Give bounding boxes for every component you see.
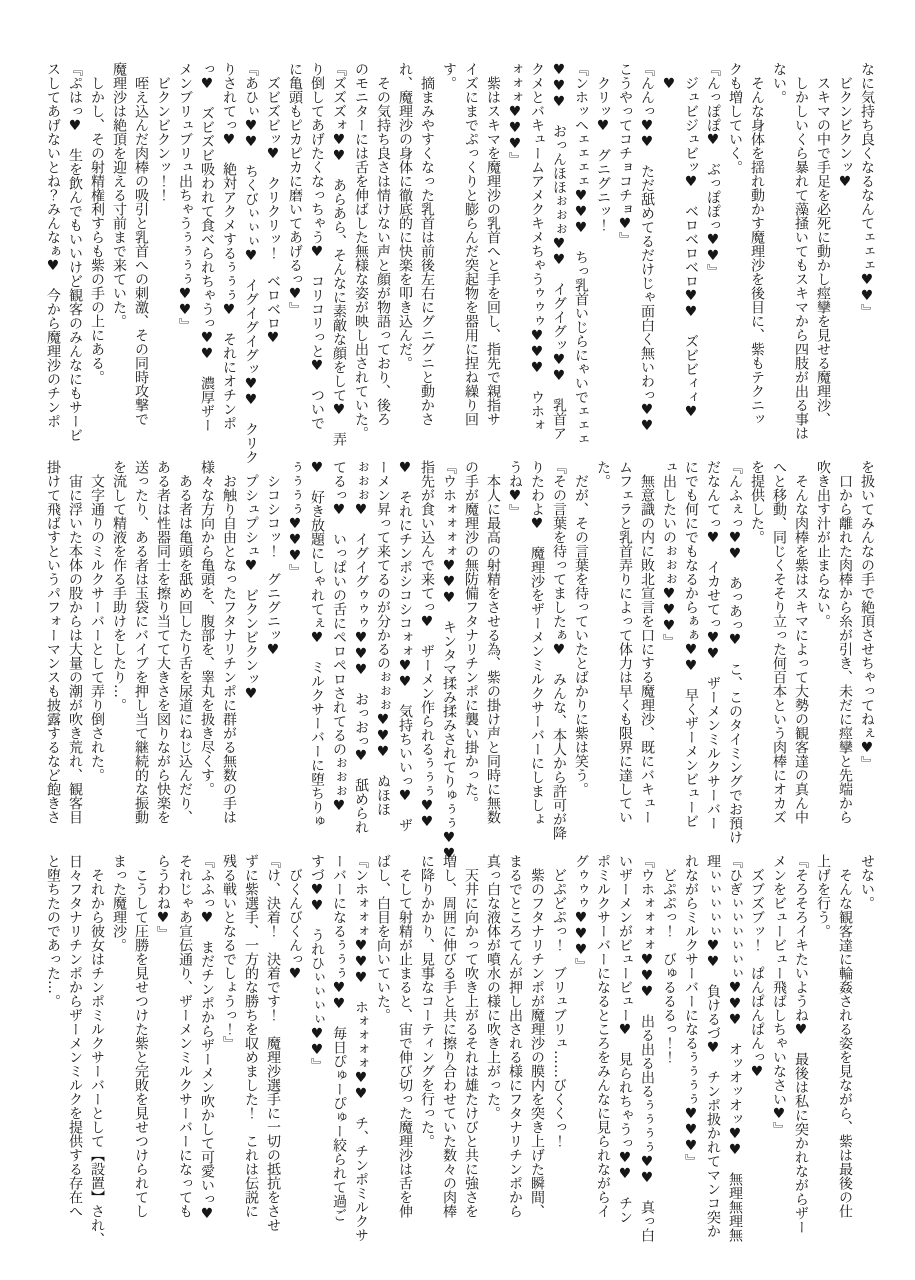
text-column: 魔理沙は絶頂を迎える寸前まで来ていた。 <box>111 62 127 328</box>
text-column: ーメン昇って来てるのが分かるのぉぉぉ♥♥♥ ぬほほ <box>375 460 391 816</box>
text-column: なに気持ち良くなるなんてェェェ♥♥』 <box>859 62 875 318</box>
text-band-top <box>42 62 878 464</box>
text-column: ュ出したいのぉぉぉ♥♥♥』 <box>661 460 677 648</box>
text-column: 理ぃぃぃぃぃ♥♥ 負けるづ♥ チンポ扱かれてマンコ突か <box>705 854 721 1238</box>
text-column: 『んふぇっ♥♥ あっあっ♥ こ、このタイミングでお預け <box>727 460 743 844</box>
text-column: プシュプシュ♥ ビクンビクンッ♥ <box>243 460 259 702</box>
text-column: 『ンホッヘェェェェ♥♥♥ ちっ乳首いじらにゃいでェェェ <box>573 62 589 446</box>
text-column: 吹き出す汁が止まらない。 <box>815 460 831 628</box>
text-column: 日々フタナリチンポからザーメンミルクを提供する存在へ <box>67 854 83 1218</box>
text-column: れながらミルクサーバーになるぅぅぅぅ♥♥♥』 <box>683 854 699 1168</box>
text-column: ポミルクサーバーになるところをみんなに見られながらイ <box>595 854 611 1218</box>
text-column: ぅぅぅぅ♥♥♥』 <box>287 460 303 578</box>
text-column: シコシコッ！ グニグニッ♥ <box>265 460 281 658</box>
text-column: ずに紫選手、一方的な勝ちを収めました！ これは伝説に <box>243 854 259 1218</box>
text-column: に降りかかり、見事なコーティングを行った。 <box>419 854 435 1148</box>
text-column: メンブリュブリュ出ちゃうぅぅぅぅ♥♥』 <box>177 62 193 332</box>
text-column: 『んっぽぽ♥ ぶっぽぽっ♥♥』 <box>705 62 721 278</box>
text-column: 『ひぎぃぃぃぃぃぃ♥♥♥ オッオッオッ♥♥ 無理無理無 <box>727 854 743 1242</box>
text-band-bottom <box>42 854 878 1246</box>
text-column: お触り自由となったフタナリチンポに群がる無数の手は <box>221 460 237 824</box>
text-column: 文字通りのミルクサーバーとして弄り倒された。 <box>89 460 105 782</box>
text-column: りされてっ♥ 絶対アクメするぅぅぅ♥ それにオチンポ <box>221 62 237 430</box>
text-column: っ♥ ズビズビ吸われて食べられちゃうっ♥♥ 濃厚ザー <box>199 62 215 432</box>
text-column: 『ウホォォォォ♥♥♥ キンタマ揉み揉みされてりゅぅぅ♥♥ <box>441 460 457 862</box>
text-column: どぷどぷっ！ ブリュブリュ……びくくっ！ <box>551 854 567 1148</box>
text-column: びくんびくんっ♥ <box>287 854 303 982</box>
text-column: 『ウホォォォォ♥♥♥ 出る出る出るぅぅぅぅ♥♥ 真っ白 <box>639 854 655 1242</box>
text-column: 『その言葉を待ってましたぁ♥ みんな、本人から許可が降 <box>551 460 567 840</box>
text-column: メンをビュービュー飛ばしちゃいなさい♥』 <box>771 854 787 1136</box>
text-column: ばし、白目を向いていた。 <box>375 854 391 1022</box>
text-column: りたわよ♥ 魔理沙をザーメンミルクサーバーにしましょ <box>529 460 545 826</box>
text-column: にでも何にでもなるからぁぁ♥♥ 早くザーメンビュービ <box>683 460 699 828</box>
text-column: しかしいくら暴れて藻掻いてもスキマから四肢が出る事は <box>793 62 809 440</box>
text-column: 本人に最高の射精をさせる為、紫の掛け声と同時に無数 <box>485 460 501 824</box>
text-column: を流して精液を作る手助けをしたり…。 <box>111 460 127 712</box>
text-column: その気持ち良さは情けない声と顔が物語っており、後ろ <box>375 62 391 426</box>
text-column: こうやってコチョコチョ♥』 <box>617 62 633 246</box>
text-column: 紫のフタナリチンポが魔理沙の膜内を突き上げた瞬間、 <box>529 854 545 1218</box>
text-column: り倒してあげたくなっちゃう♥ コリコリっと♥ ついで <box>309 62 325 430</box>
text-column: ある者は性器同士を擦り当てて大きさを図りながら快楽を <box>155 460 171 824</box>
text-column: ムフェラと乳首弄りによって体力は早くも限界に達してい <box>617 460 633 824</box>
text-column: ズブズブッ！ ぱんぱんぱんっ♥ <box>749 854 765 1080</box>
text-column: 紫はスキマを魔理沙の乳首へと手を回し、指先で親指サ <box>485 62 501 426</box>
text-column: のモニターには舌を伸ばした無様な姿が映し出されていた。 <box>353 62 369 440</box>
text-column: そんな身体を揺れ動かす魔理沙を後目に、紫もテクニッ <box>749 62 765 426</box>
text-column: ォォォ♥♥♥』 <box>507 62 523 166</box>
text-column: どぷぷっ！ びゅるるるっ！！ <box>661 854 677 1064</box>
text-column: 『ふふっ♥ まだチンポからザーメン吹かして可愛いっ♥ <box>199 854 215 1222</box>
text-column: 送ったり、ある者は玉袋にバイブを押し当て継続的な振動 <box>133 460 149 824</box>
text-column: 『け、決着！ 決着です！ 魔理沙選手に一切の抵抗をさせ <box>265 854 281 1232</box>
text-column: 『んんっ♥♥ ただ舐めてるだけじゃ面白く無いわっ♥♥ <box>639 62 655 434</box>
text-column: うね♥』 <box>507 460 523 518</box>
text-column: 『ズズズォ♥♥ あらあら、そんなに素敵な顔をして♥ 弄 <box>331 62 347 446</box>
text-column: クリッ♥ グニグニッ！ <box>595 62 611 232</box>
text-column: だが、その言葉を待っていたとばかりに紫は笑う。 <box>573 460 589 796</box>
text-column: それから彼女はチンポミルクサーバーとして【設置】され、 <box>89 854 105 1246</box>
text-column: す。 <box>441 62 457 90</box>
text-column: を扱いてみんなの手で絶頂させちゃってねぇ♥』 <box>859 460 875 770</box>
text-column: 様々な方向から亀頭を、腹部を、睾丸を扱き尽くす。 <box>199 460 215 796</box>
text-column: ーバーになるぅぅぅ♥♥ 毎日ぴゅーぴゅー絞られて過ご <box>331 854 347 1222</box>
text-column: 残る戦いとなるでしょうっ！』 <box>221 854 237 1050</box>
text-column: ビクンビクンッ！！ <box>155 62 171 202</box>
text-column: 宙に浮いた本体の股からは大量の潮が吹き荒れ、観客目 <box>67 460 83 824</box>
text-column: を提供した。 <box>749 460 765 544</box>
text-column: 上げを行う。 <box>815 854 831 938</box>
text-column: しかし、その射精権利すらも紫の手の上にある。 <box>89 62 105 384</box>
text-column: れ、魔理沙の身体に徹底的に快楽を叩き込んだ。 <box>397 62 413 370</box>
text-column: 『そろそろイキたいようね♥ 最後は私に突かれながらザー <box>793 854 809 1234</box>
text-column: 摘まみやすくなった乳首は前後左右にグニグニと動かさ <box>419 62 435 426</box>
text-column: 口から離れた肉棒から糸が引き、未だに痙攣と先端から <box>837 460 853 824</box>
text-column: 掛けて飛ばすというパフォーマンスも披露するなど飽きさ <box>45 460 61 824</box>
text-column: ビクンビクンッ♥ <box>837 62 853 190</box>
text-column: クメとバキュームアメクキメちゃうゥゥゥ♥♥♥ ウホォ <box>529 62 545 432</box>
text-column: ♥ 好き放題にしゃれてぇ♥ ミルクサーバーに堕ちりゅ <box>309 460 325 828</box>
text-column: クも増していく。 <box>727 62 743 174</box>
text-column: 真っ白な液体が噴水の様に吹き上がった。 <box>485 854 501 1120</box>
text-column: せない。 <box>859 854 875 910</box>
text-column: の手が魔理沙の無防備フタナリチンポに襲い掛かった。 <box>463 460 479 810</box>
text-column: 『ンホォォォ♥♥♥ ホォォォォ♥♥ チ、チンポミルクサ <box>353 854 369 1242</box>
text-column: ぉぉぉ♥ イグイグゥゥゥ♥♥♥ おっおっ♥ 舐められ <box>353 460 369 834</box>
text-column: ♥ <box>661 62 677 92</box>
text-column: へと移動、同じくそそり立った何百本という肉棒にオカズ <box>771 460 787 824</box>
text-column: スキマの中で手足を必死に動かし痙攣を見せる魔理沙、 <box>815 62 831 426</box>
text-column: イズにまでぷっくりと膨らんだ突起物を器用に捏ね繰り回 <box>463 62 479 426</box>
text-column: ♥♥♥ おっんほほぉぉぉ♥♥ イグイグッ♥♥ 乳首ア <box>551 62 567 440</box>
text-column: それじゃあ宣伝通り、ザーメンミルクサーバーになっても <box>177 854 193 1218</box>
text-column: すづ♥♥ うれひぃぃぃぃ♥♥』 <box>309 854 325 1072</box>
text-column: 『あひぃ♥♥ ちくびぃぃぃ♥ イグイグイグッ♥♥ クリク <box>243 62 259 464</box>
text-column: 無意識の内に敗北宣言を口にする魔理沙、既にバキュー <box>639 460 655 824</box>
text-column: ない。 <box>771 62 787 104</box>
text-column: 増し、周囲に伸びる手と共に擦り合わせていた数々の肉棒 <box>441 854 457 1218</box>
text-column: ジュビジュビッ♥ ベロベロベロ♥♥ ズビビィィ♥ <box>683 62 699 420</box>
text-column: まった魔理沙。 <box>111 854 127 952</box>
text-column: た。 <box>595 460 611 488</box>
text-column: 咥え込んだ肉棒の吸引と乳首への刺激、その同時攻撃で <box>133 62 149 426</box>
text-column: だなんてっ♥ イカせてっ♥♥ ザーメンミルクサーバー <box>705 460 721 830</box>
text-column: ある者は亀頭を舐め回したり舌を尿道にねじ込んだり、 <box>177 460 193 824</box>
text-column: ズビズビッ♥ クリクリッ！ ベロベロ♥ <box>265 62 281 346</box>
text-column: ♥ それにチンポシコシコォォ♥♥ 気持ちいいっ♥ ザ <box>397 460 413 832</box>
text-column: 『ぷはっ♥ 生を飲んでもいいけど観客のみんなにもサービ <box>67 62 83 442</box>
text-column: まるでところてんが押し出される様にフタナリチンポから <box>507 854 523 1218</box>
text-column: グゥゥゥ♥♥♥』 <box>573 854 589 972</box>
text-band-middle <box>42 460 878 862</box>
text-column: 指先が食い込んで来てっ♥ ザーメン作られるぅぅぅ♥♥ <box>419 460 435 830</box>
text-column: こうして圧勝を見せつけた紫と完敗を見せつけられてし <box>133 854 149 1218</box>
text-column: てるっ♥ いっぱいの舌にペロペロされてるのぉぉぉ♥ <box>331 460 347 814</box>
text-column: と堕ちたのであった…。 <box>45 854 61 1008</box>
text-column: らうわね♥』 <box>155 854 171 940</box>
text-column: 天井に向かって吹き上がるそれは雄たけびと共に強さを <box>463 854 479 1218</box>
text-column: いザーメンがビュービュー♥ 見られちゃうっ♥♥ チン <box>617 854 633 1224</box>
text-column: そんな観客達に輪姦される姿を見ながら、紫は最後の仕 <box>837 854 853 1218</box>
text-column: スしてあげないとね？みんなぁ♥ 今から魔理沙のチンポ <box>45 62 61 428</box>
text-column: に亀頭もピカピカに磨いてあげるっ♥』 <box>287 62 303 316</box>
text-column: そんな肉棒を紫はスキマによって大勢の観客達の真ん中 <box>793 460 809 824</box>
text-column: そして射精が止まると、宙で伸び切った魔理沙は舌を伸 <box>397 854 413 1218</box>
